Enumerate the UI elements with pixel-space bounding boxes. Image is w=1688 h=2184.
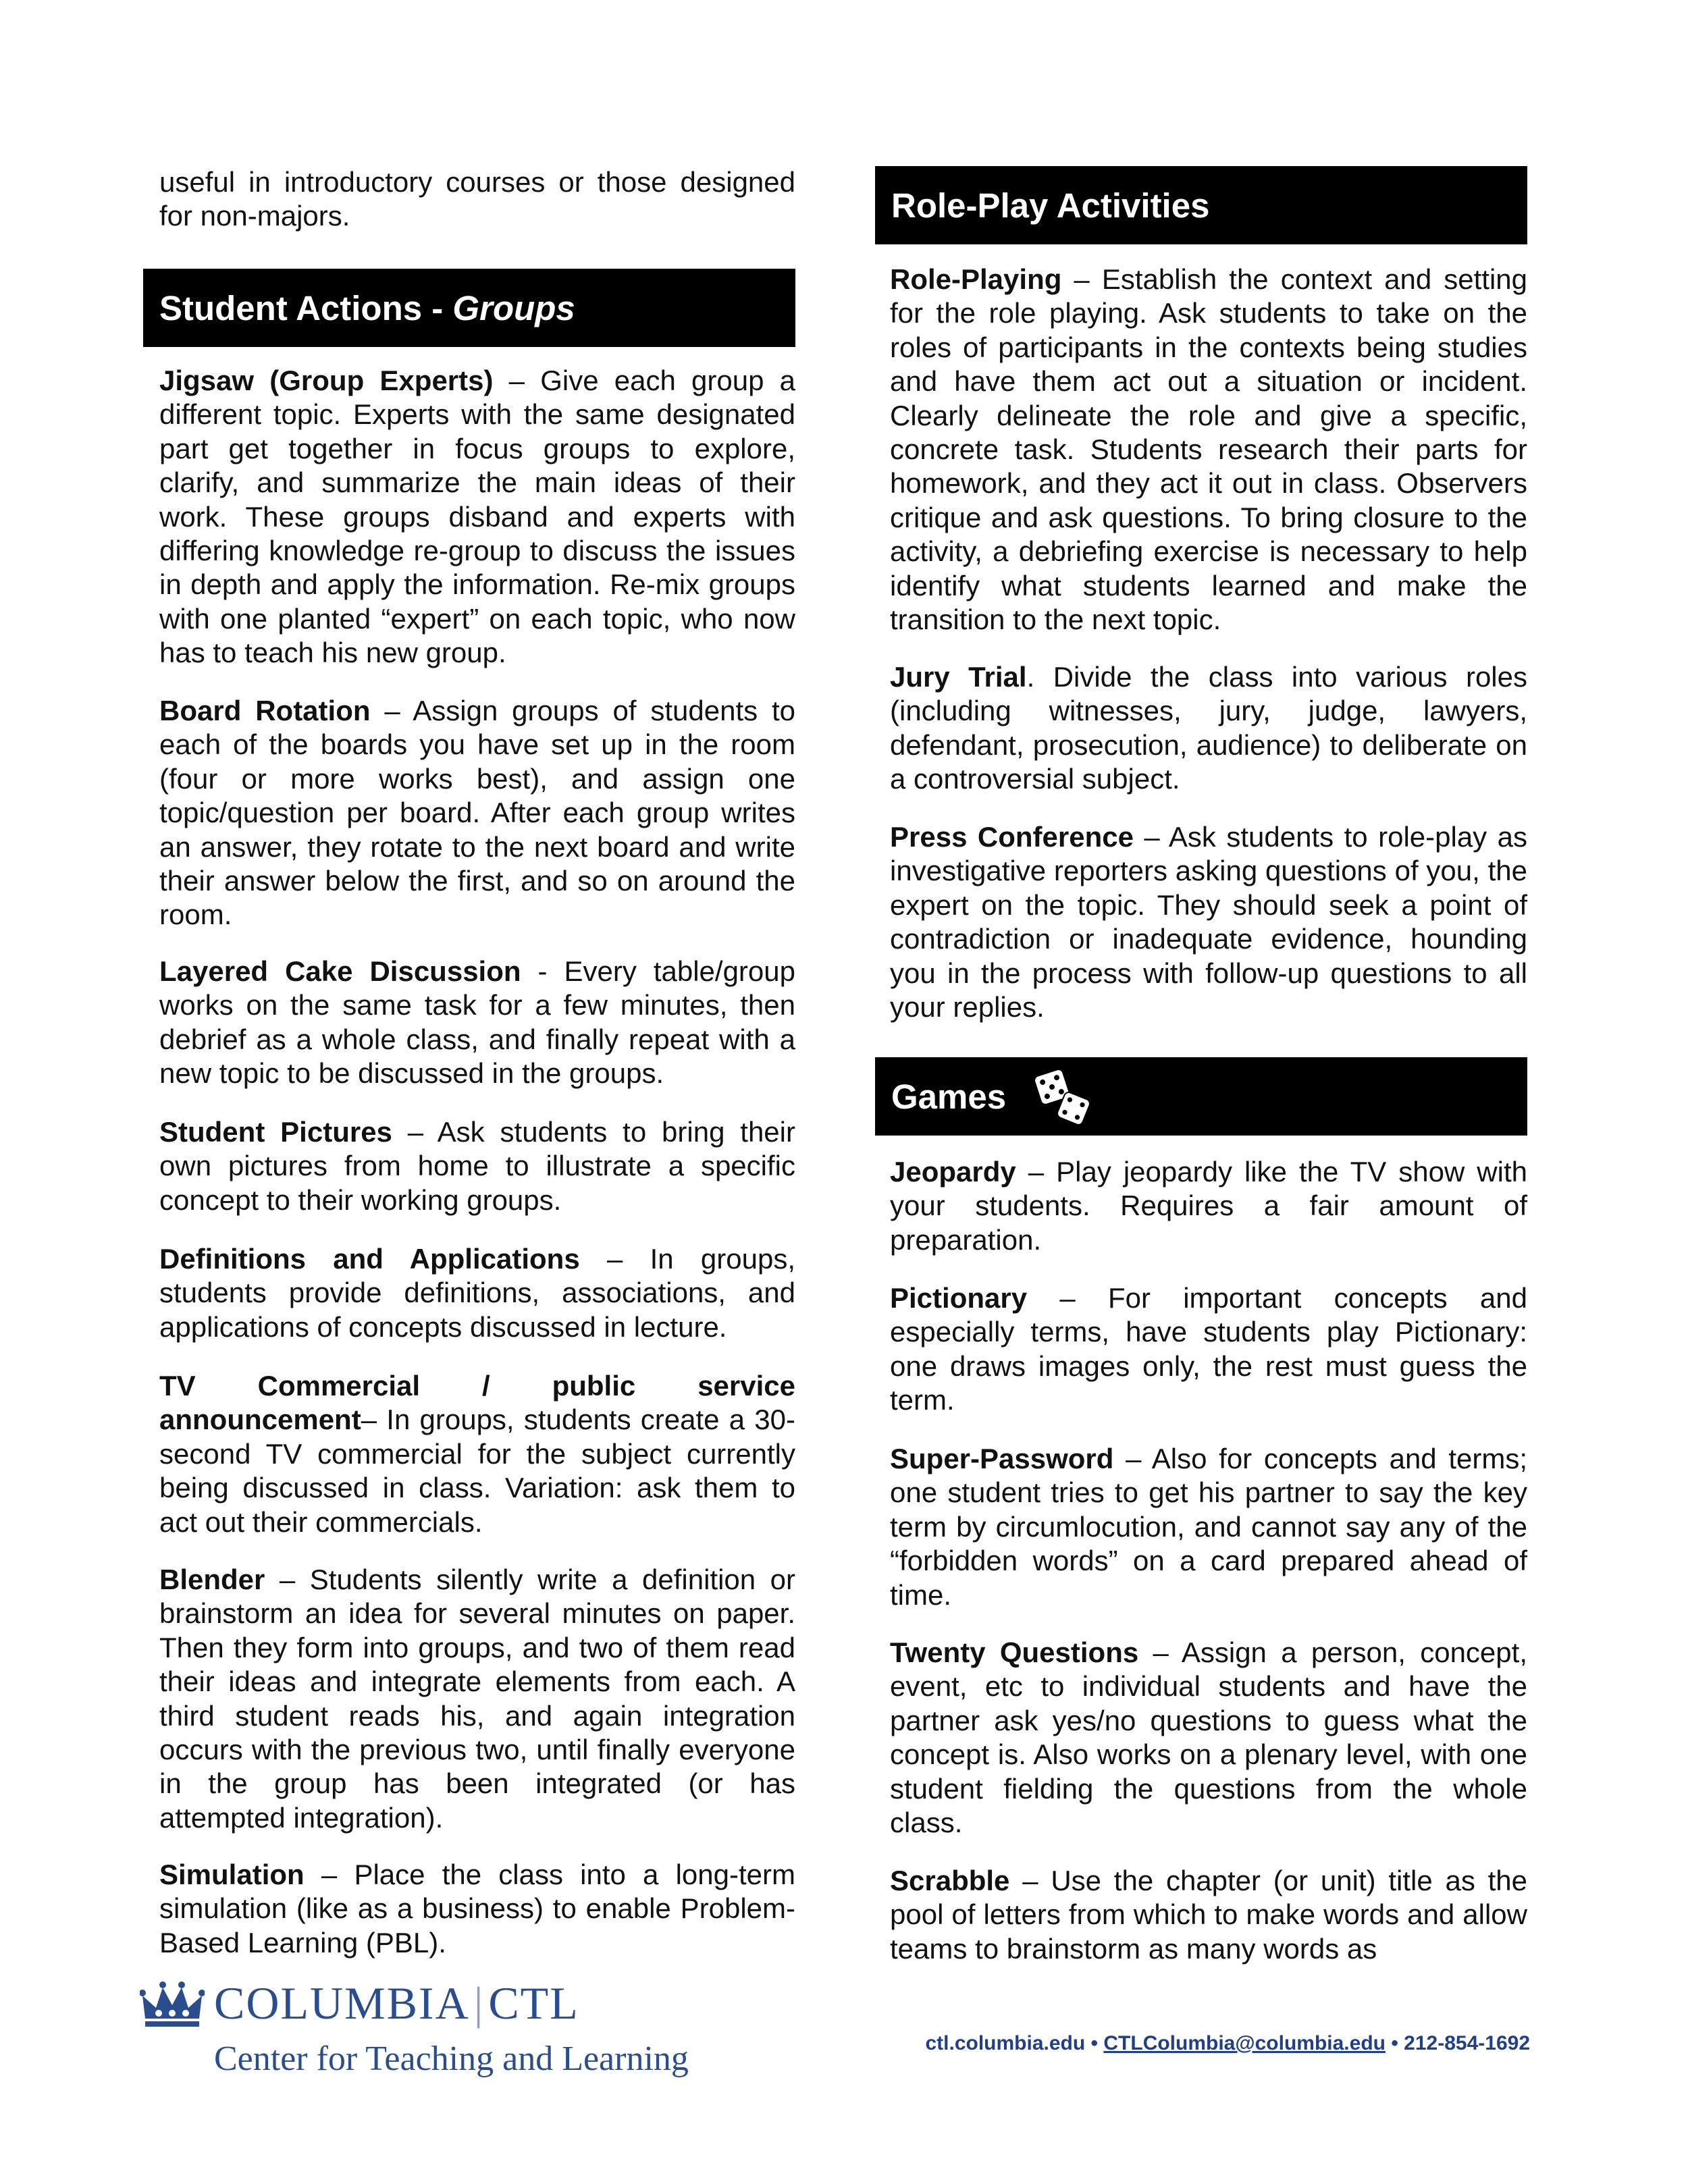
email-link[interactable]: CTLColumbia@columbia.edu	[1103, 2032, 1386, 2054]
item-jury-trial	[890, 660, 1527, 797]
item-term: Layered Cake Discussion	[159, 955, 521, 987]
contact-line	[889, 2032, 1530, 2055]
item-blender	[159, 1563, 795, 1835]
item-text: Assign groups of students to each of the boards you have set up in the room (four or more works best), and assign one topic/question per board. After each group writes an answer, they rotate to the next board and write their answer below the first, and so on around the room.	[159, 695, 795, 931]
item-sep: .	[1026, 661, 1053, 693]
item-text: Assign a person, concept, event, etc to individual students and have the partner ask yes/no questions to guess what the concept is. Also works on a plenary level, with one student fielding the questions from the whole class.	[890, 1636, 1527, 1839]
item-term: Press Conference	[890, 821, 1134, 853]
item-text: Use the chapter (or unit) title as the pool of letters from which to make words and allow teams to brainstorm as many words as	[890, 1865, 1528, 1965]
item-super-password	[890, 1442, 1527, 1612]
logo-wordmark	[214, 1977, 579, 2030]
dice-icon	[1030, 1064, 1095, 1129]
item-sep: –	[392, 1116, 438, 1148]
item-sep: –	[1016, 1156, 1057, 1188]
item-board-rotation	[159, 694, 795, 932]
item-term: Super-Password	[890, 1443, 1114, 1474]
item-term: Twenty Questions	[890, 1636, 1139, 1668]
item-term: Board Rotation	[159, 695, 371, 726]
item-sep: –	[579, 1243, 650, 1275]
item-term: Jigsaw (Group Experts)	[159, 365, 494, 396]
item-role-playing	[890, 263, 1527, 637]
item-term: Definitions and Applications	[159, 1243, 580, 1275]
item-sep: –	[361, 1404, 387, 1436]
logo-columbia: COLUMBIA	[214, 1977, 470, 2029]
item-text: Ask students to role-play as investigative reporters asking questions of you, the expert on the topic. They should seek a point of contradiction or inadequate evidence, hounding you in the process with follow-up questions to all your replies.	[890, 821, 1527, 1023]
item-text: Divide the class into various roles (including witnesses, jury, judge, lawyers, defendant, prosecution, audience) to deliberate on a controversial subject.	[890, 661, 1527, 795]
item-sep: –	[1009, 1865, 1051, 1896]
item-sep: –	[493, 365, 541, 396]
item-text: Students silently write a definition or brainstorm an idea for several minutes on paper. Then they form into groups, and two of them read their ideas and integrate elements from each. A third student reads his, and again integration occurs with the previous two, until finally everyone in the group has been integrated (or has attempted integration).	[159, 1564, 795, 1834]
item-tv-commercial	[159, 1369, 795, 1539]
student-actions-banner	[143, 269, 795, 347]
intro-text: useful in introductory courses or those designed for non-majors.	[159, 166, 795, 232]
item-pictionary	[890, 1281, 1527, 1418]
banner-title-italic: Groups	[452, 288, 575, 327]
logo-subtitle: Center for Teaching and Learning	[214, 2040, 689, 2078]
item-term: Student Pictures	[159, 1116, 392, 1148]
site-link[interactable]: ctl.columbia.edu	[925, 2032, 1086, 2054]
item-sep: –	[1061, 263, 1102, 295]
logo-ctl: CTL	[488, 1977, 579, 2029]
item-sep: –	[265, 1564, 310, 1595]
phone-number: 212-854-1692	[1404, 2032, 1530, 2054]
item-text: For important concepts and especially terms, have students play Pictionary: one draws images only, the rest must guess the term.	[890, 1282, 1528, 1416]
item-text: Every table/group works on the same task for a few minutes, then debrief as a whole class, and finally repeat with a new topic to be discussed in the groups.	[159, 955, 795, 1090]
item-sep: –	[1027, 1282, 1108, 1314]
item-term: Scrabble	[890, 1865, 1010, 1896]
item-text: Also for concepts and terms; one student tries to get his partner to say the key term by circumlocution, and cannot say any of the “forbidden words” on a card prepared ahead of time.	[890, 1443, 1527, 1611]
bullet: •	[1085, 2032, 1104, 2054]
item-scrabble	[890, 1864, 1527, 1966]
item-text: Place the class into a long-term simulation (like as a business) to enable Problem-Based Learning (PBL).	[159, 1859, 795, 1959]
item-term: Jury Trial	[890, 661, 1027, 693]
item-term: Pictionary	[890, 1282, 1028, 1314]
bullet: •	[1385, 2032, 1404, 2054]
item-layered-cake	[159, 955, 795, 1091]
item-twenty-questions	[890, 1636, 1527, 1840]
item-term: Blender	[159, 1564, 265, 1595]
logo-divider: |	[473, 1977, 485, 2029]
item-term: Simulation	[159, 1859, 305, 1890]
item-sep: –	[1138, 1636, 1182, 1668]
item-sep: -	[521, 955, 564, 987]
games-banner	[875, 1057, 1527, 1136]
item-simulation	[159, 1858, 795, 1960]
item-text: Ask students to bring their own pictures from home to illustrate a specific concept to their working groups.	[159, 1116, 795, 1216]
banner-title: Student Actions -	[159, 288, 453, 327]
role-play-banner-title: Role-Play Activities	[891, 186, 1210, 225]
role-play-banner	[875, 166, 1527, 244]
item-text: Give each group a different topic. Experts with the same designated part get together in focus groups to explore, clarify, and summarize the main ideas of their work. These groups disband and experts with differing knowledge re-group to discuss the issues in depth and apply the information. Re-mix groups with one planted “expert” on each topic, who now has to teach his new group.	[159, 365, 796, 669]
item-sep: –	[370, 695, 413, 726]
games-banner-title: Games	[891, 1077, 1007, 1116]
item-text: In groups, students provide definitions, associations, and applications of concepts discussed in lecture.	[159, 1243, 796, 1343]
item-definitions	[159, 1242, 795, 1344]
crown-icon	[140, 1981, 205, 2028]
item-jigsaw	[159, 364, 795, 670]
item-term: TV Commercial / public service announcement	[159, 1370, 795, 1436]
item-student-pictures	[159, 1115, 795, 1217]
item-text: Establish the context and setting for the role playing. Ask students to take on the roles of participants in the contexts being studies and have them act out a situation or incident. Clearly delineate the role and give a specific, concrete task. Students research their parts for homework, and they act it out in class. Observers critique and ask questions. To bring closure to the activity, a debriefing exercise is necessary to help identify what students learned and make the transition to the next topic.	[890, 263, 1528, 636]
item-sep: –	[1113, 1443, 1152, 1474]
item-text: In groups, students create a 30-second TV commercial for the subject currently being discussed in class. Variation: ask them to act out their commercials.	[159, 1404, 796, 1538]
item-term: Jeopardy	[890, 1156, 1016, 1188]
item-sep: –	[304, 1859, 354, 1890]
item-sep: –	[1133, 821, 1169, 853]
item-term: Role-Playing	[890, 263, 1062, 295]
item-text: Play jeopardy like the TV show with your students. Requires a fair amount of preparation.	[890, 1156, 1527, 1256]
item-press-conference	[890, 820, 1527, 1024]
item-jeopardy	[890, 1155, 1527, 1257]
